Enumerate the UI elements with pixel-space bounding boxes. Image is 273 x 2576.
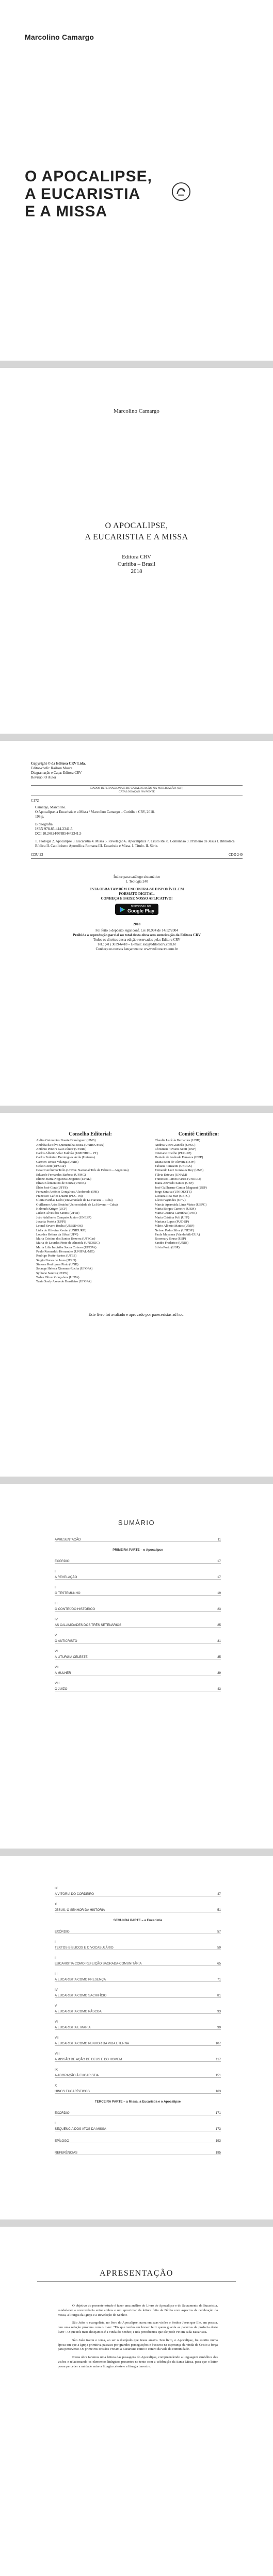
digital-available [31,887,243,901]
cip-code: C172 [31,799,39,803]
council-member: Carlos Federico Dominguez Avila (Unieuro) [36,1156,95,1160]
page-divider [0,1477,273,1484]
toc-entry[interactable] [55,1574,221,1579]
toc-entry-title: O TESTEMUNHO [55,1591,81,1595]
copyright-page [0,741,273,1106]
toc-entry-title: JESUS, O SENHOR DA HISTÓRIA [55,1908,105,1912]
page-divider [0,734,273,741]
badge-text [127,905,154,913]
council-member: Simone Rodrigues Pinto (UNB) [36,1262,78,1266]
council-member: Gloria Fariñas León (Universidade de La Havana – Cuba) [36,1198,113,1202]
summary-page-1 [0,1484,273,1849]
toc-rule [55,2077,221,2078]
toc-entry[interactable] [55,1960,221,1965]
toc-entry[interactable] [55,1638,221,1643]
cip-block [31,785,243,859]
cip-title-line: DADOS INTERNACIONAIS DE CATALOGAÇÃO NA PUBLICAÇÃO (CIP) [90,787,183,790]
presentation-rule [37,2281,236,2282]
council-member: Sandra Frederico (UNIB) [155,1241,189,1245]
cover-author: Marcolino Camargo [25,33,94,41]
google-play-badge[interactable] [115,904,158,915]
cover-page [0,0,273,361]
play-store-icon [119,906,125,913]
toc-entry[interactable] [55,2056,221,2061]
title-page-author: Marcolino Camargo [114,408,159,414]
council-member: Maria Cristina Caminha (IPPA) [155,1211,197,1215]
council-member: Solange Helena Ximenes-Rocha (UFOPA) [36,1267,93,1271]
council-member: Rodrigo Pratte-Santos (UFES) [36,1254,77,1258]
toc-rule [55,1611,221,1612]
editorial-council-list [36,1139,144,1284]
toc-rule [55,1997,221,1998]
toc-chapter-number: VI [55,1650,58,1653]
cip-rule [31,785,243,786]
toc-entry-page: 25 [217,1623,221,1627]
toc-entry-page: 93 [217,2010,221,2013]
toc-entry-page: 17 [217,1560,221,1563]
toc-rule [55,1541,221,1542]
toc-entry-page: 23 [217,1607,221,1611]
cover-title-line: E A MISSA [25,203,108,220]
cip-line: ISBN 978-85-444-2341-5 [35,827,73,831]
cip-line: DOI 10.24824/978854442341.5 [35,832,82,836]
toc-chapter-number: III [55,1972,58,1976]
toc-entry[interactable] [55,1928,221,1934]
presentation-paragraph: Nesta obra faremos uma leitura das passagens do Apocalipse, compreendendo a linguagem simbólica das visões e relacionando os elementos litúrgicos presentes no texto com a celebração da Santa Missa, para que o leitor possa perceber a unidade entre a liturgia celeste e a liturgia terrestre. [58,2355,218,2368]
toc-chapter-number: II [55,1956,57,1960]
table-of-contents-continued [55,1887,221,2161]
scientific-committee-title: Comitê Científico: [178,1131,219,1137]
toc-entry-title: A VITÓRIA DO CORDEIRO [55,1892,94,1896]
toc-entry[interactable] [55,1558,221,1563]
summary-title: SUMÁRIO [118,1519,155,1527]
badge-big-text: Google Play [127,908,154,913]
toc-rule [55,2093,221,2094]
council-member: Cesar Gerónimo Tello (Univer. Nacional Três de Febrero – Argentina) [36,1168,129,1173]
council-member: Elione Maria Nogueira Diogenes (UFAL) [36,1177,91,1181]
toc-entry-title: A MULHER [55,1671,71,1675]
council-member: Lourdes Helena da Silva (UFV) [36,1232,78,1236]
toc-entry[interactable] [55,1992,221,1997]
toc-chapter-number: VI [55,2020,58,2024]
index-line: 1. Teologia 240 [125,879,148,884]
cip-line: O Apocalipse, a Eucaristia e a Missa / Marcolino Camargo – Curitiba : CRV, 2018. [35,810,155,814]
toc-entry[interactable] [55,1606,221,1611]
cip-rule [31,858,243,859]
toc-entry[interactable] [55,1590,221,1595]
toc-entry-title: EXÓRDIO [55,1930,70,1934]
council-member: Andréia da Silva Quintanilha Sousa (UNIR/UFRN) [36,1143,104,1147]
rights-line: Proibida a reprodução parcial ou total desta obra sem autorização da Editora CRV [72,933,201,937]
toc-entry-page: 59 [217,1946,221,1950]
toc-chapter-number: VIII [55,1682,60,1685]
page-divider [0,1106,273,1113]
rights-line: Tel.: (41) 3039-6418 – E-mail: sac@editoracrv.com.br [97,942,176,946]
page-divider [0,2219,273,2227]
title-page-title [0,520,273,543]
toc-entry-page: 151 [215,2074,221,2077]
council-member: Aldira Guimarães Duarte Domínguez (UNB) [36,1139,96,1143]
council-member: Maria de Lourdes Pinto de Almeida (UNOESC) [36,1241,100,1245]
presentation-page [0,2227,273,2576]
review-note: Este livro foi avaliado e aprovado por pareceristas ad hoc. [88,1312,185,1317]
toc-entry-title: HINOS EUCARÍSTICOS [55,2090,90,2093]
toc-rule [55,1579,221,1580]
toc-entry-title: A LITURGIA CELESTE [55,1655,88,1659]
council-member: Cristiane Coelho (PUC-SP) [155,1151,191,1156]
toc-chapter-number: X [55,1903,57,1906]
presentation-paragraph: O objetivo do presente estudo é fazer uma análise do Livro do Apocalipse e do Sacramento da Eucaristia, estabelecer a concorrência entre ambos e um aproximar da leitura feita da Bíblia com aspectos da celebração da missa, a liturgia da Igreja e a Revelação do Senhor. [58,2304,218,2317]
council-member: Maria Borges Carneiro (UEM) [155,1207,196,1211]
council-member: Maria Lília Imbiriba Sousa Colares (UFOPA) [36,1245,97,1249]
toc-entry-page: 117 [216,2058,221,2061]
cdd-code: CDD 240 [228,853,243,857]
council-member: Christiane Tavares Scott (USP) [155,1147,196,1151]
cdu-row [31,853,243,857]
table-of-contents [55,1536,221,1698]
toc-entry-title: EPÍLOGO [55,2139,69,2143]
council-member: Leonel Severo Rocha (UNISINOS) [36,1224,83,1228]
council-member: Carmen Tereza Velanga (UNIR) [36,1160,79,1164]
toc-chapter-number: V [55,2004,57,2008]
council-member: Silvia Porto (USP) [155,1245,180,1249]
council-member: Josania Portela (UFPI) [36,1219,67,1224]
council-member: Lídia de Oliveira Xavier (UNIEURO) [36,1228,87,1232]
council-member: Élsio José Corá (UFFS) [36,1185,68,1190]
toc-entry-page: 99 [217,2026,221,2029]
toc-entry-page: 39 [217,1671,221,1675]
toc-entry[interactable] [55,2008,221,2013]
toc-part-heading: PRIMEIRA PARTE – o Apocalipse [113,1548,163,1552]
toc-chapter-number: I [55,1570,56,1573]
scientific-committee-list [155,1139,243,1250]
council-member: Joana Azevedo Santos (USP) [155,1181,194,1185]
toc-chapter-number: VII [55,1666,59,1669]
publisher-line: Editora CRV [122,554,151,560]
rights-line: Foi feito o depósito legal conf. Lei 10.994 de 14/12/2004 [95,928,178,933]
toc-entry[interactable] [55,2024,221,2029]
toc-entry-title: APRESENTAÇÃO [55,1538,81,1541]
toc-entry-title: SEQUÊNCIA DOS ATOS DA MISSA [55,2127,106,2131]
council-member: João Adalberto Campato Junior (UNESP) [36,1215,91,1219]
scientific-committee [155,1132,243,1250]
council-member: Lúcio Fagundes (UFV) [155,1198,186,1202]
editorial-council-title: Conselho Editorial: [69,1131,112,1137]
cip-line: 198 p. [35,815,44,819]
summary-page-2 [0,1856,273,2219]
toc-entry-title: AS CALAMIDADES DOS TRÊS SETENÁRIOS [55,1623,122,1627]
toc-entry[interactable] [55,1891,221,1896]
council-member: Fernando Antônio Gonçalves Alcoforado (IPB) [36,1190,99,1194]
toc-entry[interactable] [55,2138,221,2143]
toc-entry-page: 57 [217,1930,221,1934]
toc-entry-title: A EUCARISTIA COMO PÁSCOA [55,2010,102,2013]
toc-entry-page: 43 [217,1687,221,1691]
council-member: Sérgio Nunes de Jesus (IFRO) [36,1258,76,1262]
rights-block [31,928,243,952]
toc-chapter-number: I [55,2122,56,2125]
cip-title [31,787,243,794]
toc-entry-title: O CONTEÚDO HISTÓRICO [55,1607,95,1611]
available-line: ESTA OBRA TAMBÉM ENCONTRA-SE DISPONÍVEL EM [89,887,184,891]
council-member: Marcia Aparecida Lima Vieira (UEPG) [155,1202,207,1207]
toc-rule [55,1981,221,1982]
toc-part-heading: SEGUNDA PARTE – a Eucaristia [113,1919,163,1922]
toc-entry-title: A REVELAÇÃO [55,1575,77,1579]
toc-entry-title: A EUCARISTIA COMO PENHOR DA VIDA ETERNA [55,2042,130,2045]
toc-chapter-number: VIII [55,2052,60,2056]
toc-rule [55,1563,221,1564]
council-member: Fabiana Tamazini (UFRGS) [155,1164,192,1168]
toc-chapter-number: IV [55,1618,58,1621]
toc-chapter-number: I [55,1940,56,1944]
rights-line: Todos os direitos desta edição reservados pela: Editora CRV [93,938,181,942]
toc-entry[interactable] [55,1670,221,1675]
cover-title-line: A EUCARISTIA [25,185,141,202]
page-divider [0,361,273,368]
toc-entry-title: O JUÍZO [55,1687,68,1691]
copyright-year: 2018 [133,922,140,926]
toc-rule [55,1627,221,1628]
credit-line: Copyright © da Editora CRV Ltda. [31,761,86,766]
index-block [31,875,243,884]
toc-chapter-number: IX [55,1887,58,1890]
cover-title-line: O APOCALIPSE, [25,168,152,185]
toc-chapter-number: II [55,1586,57,1589]
toc-entry-title: O ANTICRISTO [55,1639,77,1643]
cip-body [31,805,243,849]
page-divider [0,1849,273,1856]
cip-line: Camargo, Marcolino. [35,805,66,809]
toc-entry[interactable] [55,2072,221,2077]
toc-entry-page: 193 [215,2139,221,2143]
council-member: Helmuth Krüger (UCP) [36,1207,68,1211]
toc-entry-page: 163 [215,2090,221,2093]
toc-part-heading: TERCEIRA PARTE – a Missa, a Eucaristia e o Apocalipse [94,2100,181,2104]
toc-entry-title: A ADORAÇÃO À EUCARISTIA [55,2074,99,2077]
toc-entry-page: 47 [217,1892,221,1896]
toc-entry-page: 107 [215,2042,221,2045]
toc-entry-page: 195 [215,2151,221,2155]
editorial-council [36,1132,144,1284]
toc-entry-page: 35 [217,1655,221,1659]
toc-rule [55,2029,221,2030]
council-member: Eduardo Fernandes Barbosa (UFMG) [36,1173,86,1177]
toc-entry-title: EUCARISTIA COMO REFEIÇÃO SAGRADA-COMUNITÁRIA [55,1962,142,1965]
toc-entry-page: 17 [217,1575,221,1579]
cdu-code: CDU 23 [31,853,43,857]
council-member: Sydione Santos (UEPG) [36,1271,69,1275]
credit-line: Diagramação e Capa: Editora CRV [31,771,82,775]
council-member: Antônio Pereira Gaio Júnior (UFRRJ) [36,1147,87,1151]
publisher-info [0,553,273,575]
toc-entry-title: EXÓRDIO [55,2111,70,2115]
council-member: Flávia Esteves (UNAM) [155,1173,187,1177]
toc-entry-title: EXÓRDIO [55,1560,70,1563]
council-member: Rosemary Sousa (USP) [155,1237,186,1241]
council-member: Mariana Lopes (PUC-SP) [155,1219,189,1224]
toc-entry[interactable] [55,2149,221,2155]
cip-line: 1. Teologia 2. Apocalipse 3. Eucaristia 4. Missa 5. Revelação 6. Apocalíptica 7. Cristo Rei 8. Comunhão 9. Primeiro de Jesus I. Biblioteca Bíblica II. Catolicismo Apostólica Romana III. Eucaristia e Missa. I. Título. II. Série. [35,839,235,848]
title-page-title-line: A EUCARISTIA E A MISSA [85,533,188,541]
council-member: Mário Alberto Mattos (UNIP) [155,1224,195,1228]
toc-rule [55,1595,221,1596]
toc-rule [55,2013,221,2014]
council-member: Tania Suely Azevedo Brasileiro (UFOPA) [36,1280,92,1284]
toc-entry-title: A EUCARISTIA E MARIA [55,2026,91,2029]
toc-entry[interactable] [55,1654,221,1659]
toc-chapter-number: IX [55,2068,58,2072]
toc-rule [55,2061,221,2062]
toc-entry-page: 19 [217,1591,221,1595]
council-member: Fernando Luiz Gonzalez Rey (UNB) [155,1168,204,1173]
council-member: Carlos Alberto Vilar Estêvão (UMINHO – PT) [36,1151,98,1156]
toc-entry-title: A MISSÃO DE AÇÃO DE DEUS E DO HOMEM [55,2058,122,2061]
council-member: Andrea Vieira Zanella (UFSC) [155,1143,196,1147]
council-member: Celso Conti (UFSCar) [36,1164,66,1168]
title-page-title-line: O APOCALIPSE, [105,521,168,530]
council-member: Daniele de Andrade Ferrazza (IEPP) [155,1156,203,1160]
publisher-line: Curitiba – Brasil [117,561,156,567]
presentation-body [58,2304,218,2373]
council-member: Tadeu Oliver Gonçalves (UFPA) [36,1275,79,1279]
toc-entry[interactable] [55,2110,221,2115]
council-member: Francisco Carlos Duarte (PUC-PR) [36,1194,83,1198]
cip-line: Bibliografia [35,822,53,826]
council-member: Claudia Lucíola Bernardes (UNB) [155,1139,200,1143]
toc-entry[interactable] [55,1536,221,1541]
cover-title [25,168,152,221]
toc-entry[interactable] [55,1907,221,1912]
badge-wrap [31,904,243,915]
toc-entry[interactable] [55,2088,221,2093]
toc-entry[interactable] [55,1622,221,1627]
toc-entry-page: 81 [217,1994,221,1997]
council-member: Paula Mayanna (Vanderbilt-EUA) [155,1232,200,1236]
council-member: José Guilherme Cantor Magnani (USP) [155,1185,207,1190]
toc-entry-title: A EUCARISTIA COMO SACRIFÍCIO [55,1994,107,1997]
council-member: Elizeu Clementino de Souza (UNEB) [36,1181,86,1185]
councils-page [0,1113,273,1477]
publisher-logo-icon [171,182,191,201]
index-line: Índice para catálogo sistemático [114,875,160,879]
council-member: Francisco Ramos Farias (UNIRIO) [155,1177,201,1181]
toc-entry-page: 71 [217,1978,221,1981]
toc-chapter-number: III [55,1602,58,1605]
council-member: Paulo Romualdo Hernandes (UNIFAL-MG) [36,1250,94,1254]
council-member: Maria Cristina dos Santos Bezerra (UFSCar) [36,1237,95,1241]
toc-chapter-number: VII [55,2036,59,2040]
credit-line: Editor-chefe: Railson Moura [31,766,73,770]
toc-entry-title: REFERÊNCIAS [55,2151,78,2155]
toc-entry[interactable] [55,1976,221,1981]
copyright-credits [31,761,243,780]
council-member: Maria Cristina Poli (UFF) [155,1215,189,1219]
council-member: Nelson Pedro Silva (UNESP) [155,1228,194,1232]
toc-entry-title: TEXTOS BÍBLICOS E O VOCABULÁRIO [55,1946,114,1950]
toc-entry-page: 171 [215,2111,221,2115]
publisher-line: 2018 [131,568,142,574]
council-member: Diana Boni de Oliveira (IEPP) [155,1160,196,1164]
toc-entry-page: 173 [215,2127,221,2131]
toc-chapter-number: IV [55,1988,58,1992]
toc-entry[interactable] [55,1686,221,1691]
toc-entry-page: 65 [217,1962,221,1965]
presentation-paragraph: São João, o evangelista, no livro do Apocalipse, narra em suas visões o Senhor Jesus que Ele, em pessoa, tem uma relação próxima com o livro: "Eis que venho em breve: feliz quem guarda as palavras da profecia deste livro". O que nós mais desejamos é a vinda do Senhor, e nós percebemos que ele pode vir em cada Eucaristia. [58,2321,218,2334]
presentation-title: APRESENTAÇÃO [100,2269,173,2278]
toc-entry[interactable] [55,2040,221,2045]
toc-rule [55,1965,221,1966]
rights-line: Conheça os nossos lançamentos: www.editoracrv.com.br [95,947,178,951]
available-line: CONHEÇA E BAIXE NOSSO APLICATIVO! [101,896,173,901]
council-member: Jorge Saraiva (UNIOESTE) [155,1190,192,1194]
presentation-paragraph: São João tratou o tema, ao ser o discípulo que Jesus amava. Seu livro, o Apocalipse, foi escrito numa época em que a Igreja primitiva passava por grandes perseguições e buscava na esperança da vinda de Cristo a força para perseverar. Os primeiros cristãos viviam a Eucaristia como o centro da vida da comunidade. [58,2338,218,2351]
toc-entry-page: 31 [217,1639,221,1643]
toc-chapter-number: X [55,2084,57,2088]
available-line: FORMATO DIGITAL. [119,892,155,896]
toc-entry-page: 11 [217,1538,221,1541]
cip-title-line: CATALOGAÇÃO NA FONTE [118,790,155,793]
toc-entry-page: 51 [217,1908,221,1912]
council-member: Jailson Alves dos Santos (UFRJ) [36,1211,79,1215]
toc-entry[interactable] [55,2126,221,2131]
council-member: Luciana Rita Mar (UEPG) [155,1194,190,1198]
toc-rule [55,2045,221,2046]
council-member: Guillermo Arias Beatón (Universidade de La Havana – Cuba) [36,1202,118,1207]
toc-entry[interactable] [55,1944,221,1950]
badge-small-text: DISPONÍVEL NO [131,905,151,908]
title-page [0,368,273,734]
toc-entry-title: A EUCARISTIA COMO PRESENÇA [55,1978,106,1981]
toc-chapter-number: V [55,1634,57,1637]
credit-line: Revisão: O Autor [31,775,56,779]
